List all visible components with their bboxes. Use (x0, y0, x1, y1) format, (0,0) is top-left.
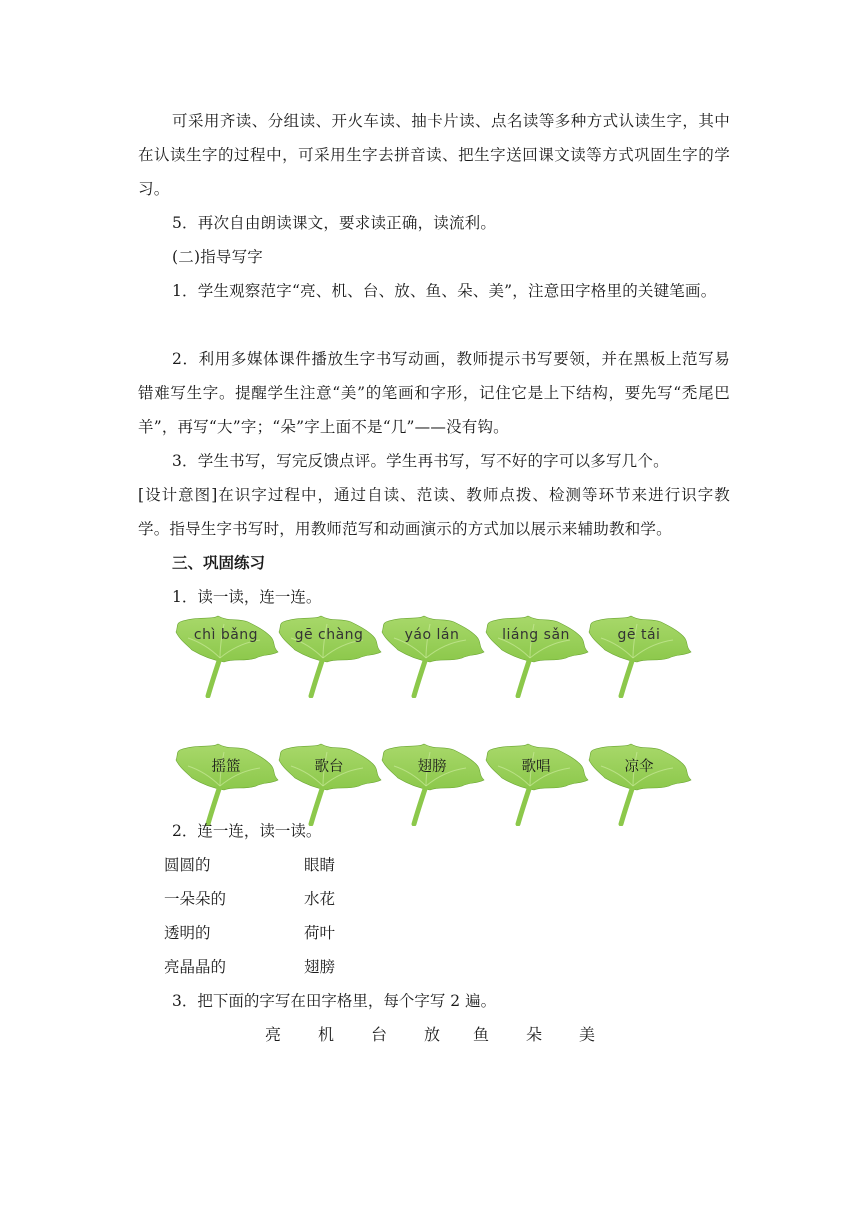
heading-writing-guidance: (二)指导写字 (172, 248, 263, 266)
lotus-leaf-icon (482, 612, 590, 698)
pinyin-label: gē chàng (294, 627, 364, 643)
lotus-leaf-icon (585, 612, 693, 698)
lotus-leaf-icon (585, 740, 693, 826)
word-label: 摇篮 (211, 759, 241, 775)
word-leaf (275, 740, 383, 826)
match-left-2: 一朵朵的 (164, 890, 227, 908)
paragraph-writing-step-1: 1．学生观察范字“亮、机、台、放、鱼、朵、美”，注意田字格里的关键笔画。 (172, 282, 717, 300)
write-char-2: 机 (318, 1025, 335, 1044)
paragraph-writing-step-3: 3．学生书写，写完反馈点评。学生再书写，写不好的字可以多写几个。 (172, 452, 669, 470)
match-left-1: 圆圆的 (164, 856, 211, 874)
match-left-3: 透明的 (164, 924, 211, 942)
write-char-4: 放 (424, 1025, 441, 1044)
pinyin-leaf (275, 612, 383, 698)
lotus-leaf-icon (378, 740, 486, 826)
lotus-leaf-icon (482, 740, 590, 826)
write-char-5: 鱼 (473, 1025, 490, 1044)
paragraph-design-intent: [设计意图]在识字过程中，通过自读、范读、教师点拨、检测等环节来进行识字教学。指导生字书写时，用教师范写和动画演示的方式加以展示来辅助教和学。 (138, 486, 730, 538)
match-right-3: 荷叶 (304, 924, 336, 942)
match-left-4: 亮晶晶的 (164, 958, 227, 976)
write-char-6: 朵 (526, 1025, 543, 1044)
exercise-1-title: 1．读一读，连一连。 (172, 588, 322, 606)
exercise-2-title: 2．连一连，读一读。 (172, 822, 322, 840)
word-leaf (585, 740, 693, 826)
word-label: 歌唱 (521, 759, 551, 775)
pinyin-label: gē tái (617, 627, 661, 643)
lotus-leaf-icon (275, 740, 383, 826)
word-leaf (172, 740, 280, 826)
lotus-leaf-icon (275, 612, 383, 698)
word-label: 歌台 (314, 759, 344, 775)
word-leaf (378, 740, 486, 826)
match-right-1: 眼睛 (304, 856, 336, 874)
word-label: 凉伞 (624, 759, 654, 775)
write-char-7: 美 (579, 1025, 596, 1044)
write-char-3: 台 (371, 1025, 388, 1044)
paragraph-writing-step-2: 2．利用多媒体课件播放生字书写动画，教师提示书写要领，并在黑板上范写易错难写生字。提醒学生注意“美”的笔画和字形，记住它是上下结构，要先写“禿尾巴羊”，再写“大”字；“朵”字上面不是“几”——没有钩。 (138, 350, 730, 436)
pinyin-label: liáng sǎn (502, 627, 570, 643)
match-right-4: 翅膀 (304, 958, 336, 976)
pinyin-leaf (482, 612, 590, 698)
pinyin-label: chì bǎng (193, 627, 259, 643)
match-right-2: 水花 (304, 890, 336, 908)
lotus-leaf-icon (172, 740, 280, 826)
lotus-leaf-icon (172, 612, 280, 698)
lotus-leaf-icon (378, 612, 486, 698)
pinyin-leaf (585, 612, 693, 698)
write-char-1: 亮 (265, 1025, 282, 1044)
pinyin-leaf (378, 612, 486, 698)
paragraph-reading-methods: 可采用齐读、分组读、开火车读、抽卡片读、点名读等多种方式认读生字，其中在认读生字的过程中，可采用生字去拼音读、把生字送回课文读等方式巩固生字的学习。 (138, 112, 730, 198)
section-heading-practice: 三、巩固练习 (172, 553, 266, 572)
pinyin-label: yáo lán (404, 627, 460, 643)
word-leaf (482, 740, 590, 826)
pinyin-leaf (172, 612, 280, 698)
paragraph-step-5: 5．再次自由朗读课文，要求读正确，读流利。 (172, 214, 497, 232)
word-label: 翅膀 (417, 759, 447, 775)
exercise-3-title: 3．把下面的字写在田字格里，每个字写 2 遍。 (172, 992, 497, 1010)
